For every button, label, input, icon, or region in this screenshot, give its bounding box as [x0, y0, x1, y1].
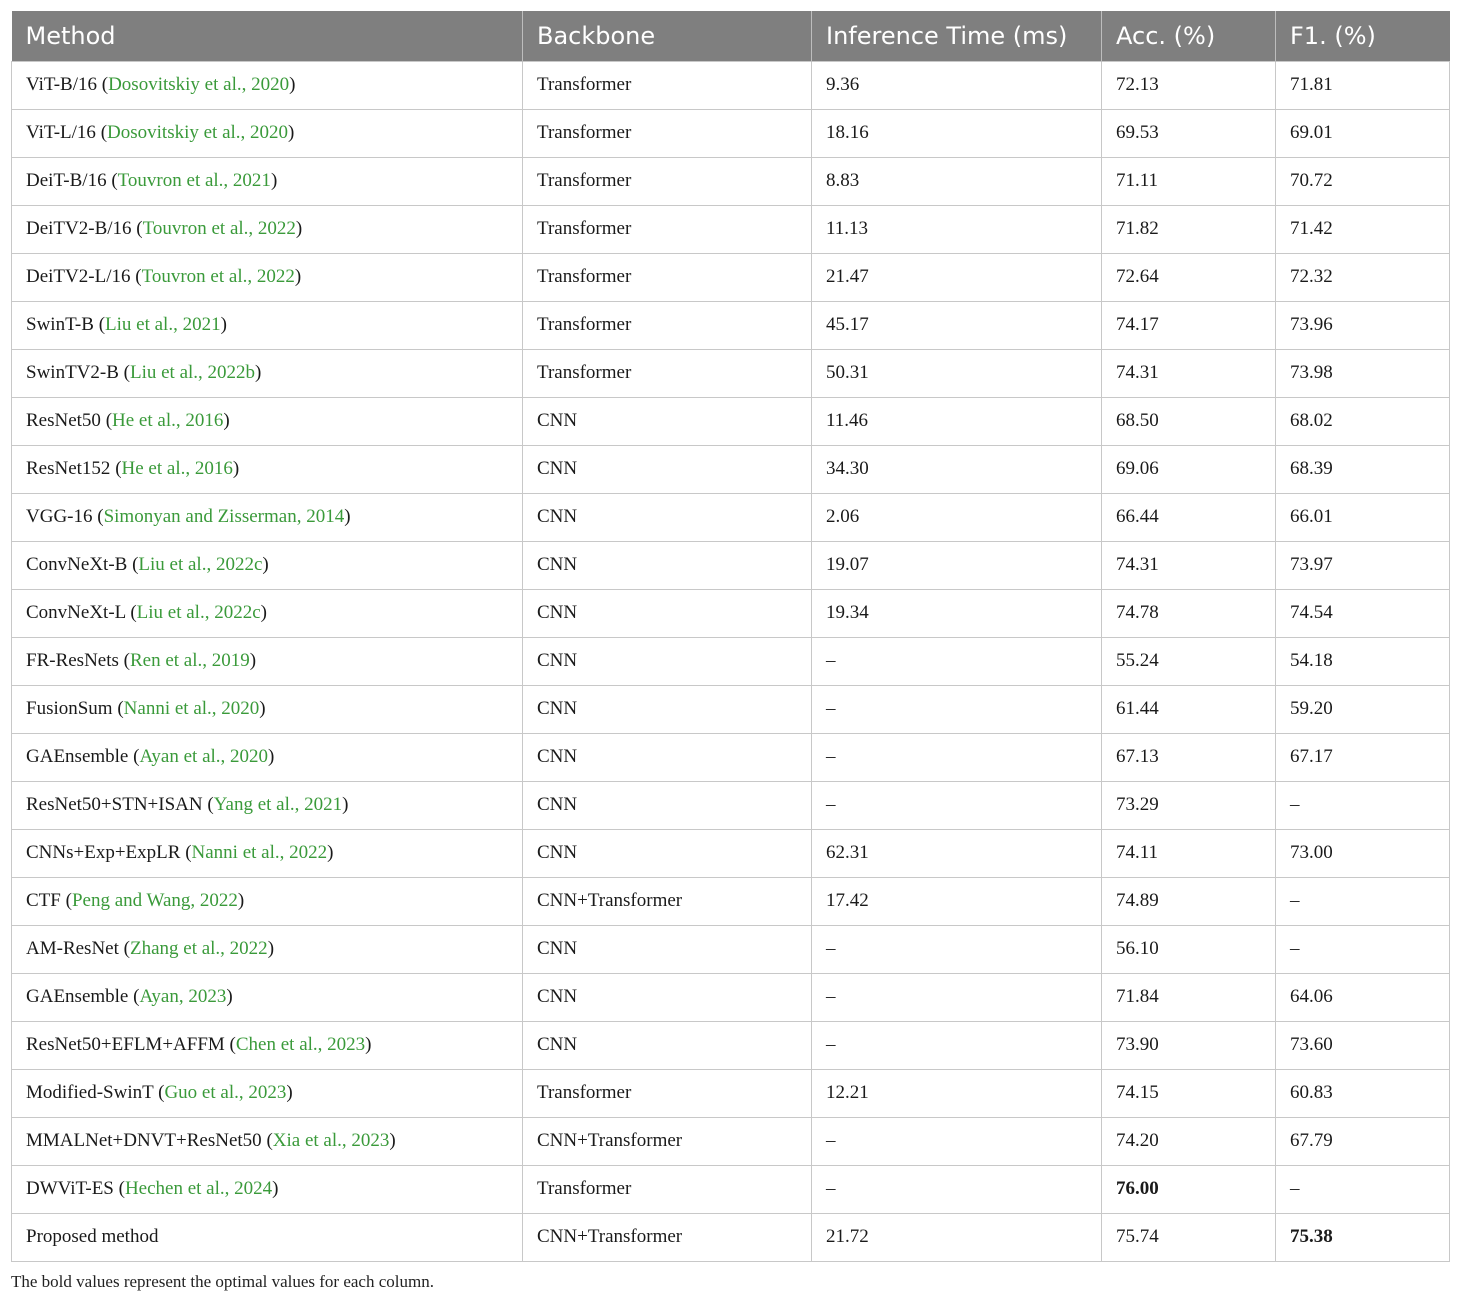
method-name: ConvNeXt-L — [26, 602, 126, 623]
inference-time-cell: 19.07 — [812, 541, 1102, 589]
method-name: ResNet152 — [26, 458, 111, 479]
inference-time-cell: 12.21 — [812, 1069, 1102, 1117]
citation-link[interactable]: Simonyan and Zisserman, 2014 — [103, 506, 345, 527]
citation-link[interactable]: Nanni et al., 2022 — [191, 842, 328, 863]
f1-cell: 75.38 — [1276, 1213, 1450, 1261]
backbone-cell: CNN — [523, 493, 812, 541]
citation-link[interactable]: Liu et al., 2021 — [105, 314, 221, 335]
backbone-cell: CNN — [523, 925, 812, 973]
accuracy-cell: 67.13 — [1102, 733, 1276, 781]
method-name: GAEnsemble — [26, 986, 129, 1007]
table-row — [12, 829, 1450, 877]
citation-link[interactable]: Zhang et al., 2022 — [129, 938, 268, 959]
method-cell: DeiT-B/16 (Touvron et al., 2021) — [12, 157, 523, 205]
citation-link[interactable]: Yang et al., 2021 — [213, 794, 343, 815]
citation-link[interactable]: Xia et al., 2023 — [272, 1130, 390, 1151]
method-cell: CTF (Peng and Wang, 2022) — [12, 877, 523, 925]
method-name: FR-ResNets — [26, 650, 119, 671]
accuracy-cell: 56.10 — [1102, 925, 1276, 973]
method-name: DeiT-B/16 — [26, 170, 107, 191]
method-name: CNNs+Exp+ExpLR — [26, 842, 181, 863]
header-accuracy: Acc. (%) — [1102, 11, 1276, 61]
header-row — [12, 11, 1450, 61]
citation-link[interactable]: Ayan, 2023 — [139, 986, 227, 1007]
f1-cell: 67.17 — [1276, 733, 1450, 781]
backbone-cell: Transformer — [523, 301, 812, 349]
inference-time-cell: 11.13 — [812, 205, 1102, 253]
f1-cell: 69.01 — [1276, 109, 1450, 157]
method-name: MMALNet+DNVT+ResNet50 — [26, 1130, 262, 1151]
backbone-cell: CNN — [523, 1021, 812, 1069]
citation-link[interactable]: Liu et al., 2022c — [138, 554, 263, 575]
f1-cell: 73.97 — [1276, 541, 1450, 589]
inference-time-cell: – — [812, 781, 1102, 829]
inference-time-cell: – — [812, 1021, 1102, 1069]
method-cell: DeiTV2-L/16 (Touvron et al., 2022) — [12, 253, 523, 301]
accuracy-cell: 74.20 — [1102, 1117, 1276, 1165]
table-row — [12, 205, 1450, 253]
method-cell: Modified-SwinT (Guo et al., 2023) — [12, 1069, 523, 1117]
method-name: ResNet50+STN+ISAN — [26, 794, 203, 815]
f1-cell: 68.39 — [1276, 445, 1450, 493]
table-row — [12, 109, 1450, 157]
accuracy-cell: 61.44 — [1102, 685, 1276, 733]
inference-time-cell: 50.31 — [812, 349, 1102, 397]
backbone-cell: Transformer — [523, 1069, 812, 1117]
inference-time-cell: 11.46 — [812, 397, 1102, 445]
method-cell: ResNet50+STN+ISAN (Yang et al., 2021) — [12, 781, 523, 829]
table-row — [12, 253, 1450, 301]
method-cell: DWViT-ES (Hechen et al., 2024) — [12, 1165, 523, 1213]
inference-time-cell: – — [812, 973, 1102, 1021]
method-name: AM-ResNet — [26, 938, 119, 959]
inference-time-cell: 8.83 — [812, 157, 1102, 205]
method-cell: FR-ResNets (Ren et al., 2019) — [12, 637, 523, 685]
f1-cell: 64.06 — [1276, 973, 1450, 1021]
backbone-cell: CNN — [523, 781, 812, 829]
method-name: ConvNeXt-B — [26, 554, 128, 575]
header-f1: F1. (%) — [1276, 11, 1450, 61]
inference-time-cell: 2.06 — [812, 493, 1102, 541]
backbone-cell: Transformer — [523, 109, 812, 157]
backbone-cell: CNN — [523, 973, 812, 1021]
citation-link[interactable]: Dosovitskiy et al., 2020 — [108, 74, 290, 95]
inference-time-cell: – — [812, 1165, 1102, 1213]
table-row — [12, 349, 1450, 397]
table-row — [12, 301, 1450, 349]
f1-cell: – — [1276, 877, 1450, 925]
table-row — [12, 973, 1450, 1021]
table-row — [12, 1165, 1450, 1213]
method-cell: AM-ResNet (Zhang et al., 2022) — [12, 925, 523, 973]
table-footnote: The bold values represent the optimal values for each column. — [11, 1272, 434, 1291]
citation-link[interactable]: Touvron et al., 2022 — [142, 218, 296, 239]
table-row — [12, 781, 1450, 829]
citation-link[interactable]: Ren et al., 2019 — [129, 650, 250, 671]
method-name: ViT-B/16 — [26, 74, 97, 95]
method-cell: GAEnsemble (Ayan, 2023) — [12, 973, 523, 1021]
method-name: CTF — [26, 890, 61, 911]
table-row — [12, 397, 1450, 445]
method-name: GAEnsemble — [26, 746, 129, 767]
f1-cell: – — [1276, 781, 1450, 829]
inference-time-cell: 17.42 — [812, 877, 1102, 925]
inference-time-cell: 21.47 — [812, 253, 1102, 301]
accuracy-cell: 74.78 — [1102, 589, 1276, 637]
method-cell: ResNet152 (He et al., 2016) — [12, 445, 523, 493]
inference-time-cell: 9.36 — [812, 61, 1102, 109]
method-cell: SwinT-B (Liu et al., 2021) — [12, 301, 523, 349]
f1-cell: 73.60 — [1276, 1021, 1450, 1069]
accuracy-cell: 71.82 — [1102, 205, 1276, 253]
method-cell: VGG-16 (Simonyan and Zisserman, 2014) — [12, 493, 523, 541]
table-row — [12, 637, 1450, 685]
backbone-cell: CNN — [523, 589, 812, 637]
method-name: DeiTV2-L/16 — [26, 266, 131, 287]
accuracy-cell: 74.31 — [1102, 541, 1276, 589]
table-row — [12, 493, 1450, 541]
f1-cell: 71.42 — [1276, 205, 1450, 253]
table-row — [12, 1213, 1450, 1261]
citation-link[interactable]: Hechen et al., 2024 — [124, 1178, 273, 1199]
f1-cell: 54.18 — [1276, 637, 1450, 685]
method-name: ResNet50+EFLM+AFFM — [26, 1034, 225, 1055]
citation-link[interactable]: Touvron et al., 2022 — [141, 266, 295, 287]
f1-cell: 66.01 — [1276, 493, 1450, 541]
method-name: DWViT-ES — [26, 1178, 114, 1199]
accuracy-cell: 76.00 — [1102, 1165, 1276, 1213]
table-row — [12, 1069, 1450, 1117]
method-cell: CNNs+Exp+ExpLR (Nanni et al., 2022) — [12, 829, 523, 877]
backbone-cell: Transformer — [523, 157, 812, 205]
method-name: SwinTV2-B — [26, 362, 119, 383]
backbone-cell: CNN — [523, 829, 812, 877]
citation-link[interactable]: Liu et al., 2022c — [136, 602, 261, 623]
backbone-cell: CNN — [523, 397, 812, 445]
method-name: ViT-L/16 — [26, 122, 96, 143]
citation-link[interactable]: He et al., 2016 — [112, 410, 224, 431]
backbone-cell: CNN — [523, 541, 812, 589]
f1-cell: – — [1276, 1165, 1450, 1213]
f1-cell: 73.96 — [1276, 301, 1450, 349]
accuracy-cell: 71.84 — [1102, 973, 1276, 1021]
backbone-cell: CNN — [523, 733, 812, 781]
f1-cell: 67.79 — [1276, 1117, 1450, 1165]
f1-cell: 74.54 — [1276, 589, 1450, 637]
accuracy-cell: 73.29 — [1102, 781, 1276, 829]
f1-cell: 68.02 — [1276, 397, 1450, 445]
backbone-cell: CNN+Transformer — [523, 877, 812, 925]
table-row — [12, 445, 1450, 493]
backbone-cell: CNN — [523, 445, 812, 493]
inference-time-cell: 45.17 — [812, 301, 1102, 349]
citation-link[interactable]: Touvron et al., 2021 — [117, 170, 271, 191]
method-cell: FusionSum (Nanni et al., 2020) — [12, 685, 523, 733]
f1-cell: 71.81 — [1276, 61, 1450, 109]
f1-cell: 70.72 — [1276, 157, 1450, 205]
table-row — [12, 685, 1450, 733]
table-row — [12, 541, 1450, 589]
inference-time-cell: 34.30 — [812, 445, 1102, 493]
backbone-cell: Transformer — [523, 1165, 812, 1213]
method-cell — [12, 1213, 523, 1261]
citation-link[interactable]: Ayan et al., 2020 — [139, 746, 269, 767]
accuracy-cell: 69.53 — [1102, 109, 1276, 157]
table-row — [12, 877, 1450, 925]
method-cell: GAEnsemble (Ayan et al., 2020) — [12, 733, 523, 781]
header-backbone: Backbone — [523, 11, 812, 61]
citation-link[interactable]: Dosovitskiy et al., 2020 — [107, 122, 289, 143]
inference-time-cell: 18.16 — [812, 109, 1102, 157]
f1-cell: 73.98 — [1276, 349, 1450, 397]
accuracy-cell: 74.11 — [1102, 829, 1276, 877]
accuracy-cell: 71.11 — [1102, 157, 1276, 205]
inference-time-cell: – — [812, 685, 1102, 733]
table-body — [12, 61, 1450, 1261]
inference-time-cell: – — [812, 733, 1102, 781]
accuracy-cell: 55.24 — [1102, 637, 1276, 685]
citation-link[interactable]: Liu et al., 2022b — [129, 362, 256, 383]
accuracy-cell: 75.74 — [1102, 1213, 1276, 1261]
table-row — [12, 1021, 1450, 1069]
method-name: SwinT-B — [26, 314, 94, 335]
f1-cell: – — [1276, 925, 1450, 973]
backbone-cell: Transformer — [523, 253, 812, 301]
table-row — [12, 925, 1450, 973]
backbone-cell: CNN+Transformer — [523, 1213, 812, 1261]
table-row — [12, 61, 1450, 109]
inference-time-cell: 21.72 — [812, 1213, 1102, 1261]
method-name: Modified-SwinT — [26, 1082, 154, 1103]
backbone-cell: Transformer — [523, 205, 812, 253]
accuracy-cell: 69.06 — [1102, 445, 1276, 493]
backbone-cell: Transformer — [523, 61, 812, 109]
accuracy-cell: 72.13 — [1102, 61, 1276, 109]
accuracy-cell: 74.15 — [1102, 1069, 1276, 1117]
accuracy-cell: 74.17 — [1102, 301, 1276, 349]
inference-time-cell: 19.34 — [812, 589, 1102, 637]
method-name: DeiTV2-B/16 — [26, 218, 132, 239]
inference-time-cell: – — [812, 925, 1102, 973]
table-row — [12, 1117, 1450, 1165]
f1-cell: 60.83 — [1276, 1069, 1450, 1117]
results-table-container — [11, 11, 1449, 1262]
f1-cell: 73.00 — [1276, 829, 1450, 877]
method-cell: ViT-B/16 (Dosovitskiy et al., 2020) — [12, 61, 523, 109]
method-name: FusionSum — [26, 698, 113, 719]
method-cell: SwinTV2-B (Liu et al., 2022b) — [12, 349, 523, 397]
method-cell: ViT-L/16 (Dosovitskiy et al., 2020) — [12, 109, 523, 157]
citation-link[interactable]: He et al., 2016 — [121, 458, 233, 479]
citation-link[interactable]: Peng and Wang, 2022 — [71, 890, 238, 911]
inference-time-cell: – — [812, 1117, 1102, 1165]
method-name: Proposed method — [26, 1226, 159, 1247]
accuracy-cell: 66.44 — [1102, 493, 1276, 541]
citation-link[interactable]: Nanni et al., 2020 — [123, 698, 260, 719]
method-cell: ConvNeXt-B (Liu et al., 2022c) — [12, 541, 523, 589]
accuracy-cell: 73.90 — [1102, 1021, 1276, 1069]
backbone-cell: CNN — [523, 637, 812, 685]
citation-link[interactable]: Chen et al., 2023 — [235, 1034, 366, 1055]
method-cell: ResNet50+EFLM+AFFM (Chen et al., 2023) — [12, 1021, 523, 1069]
method-cell: MMALNet+DNVT+ResNet50 (Xia et al., 2023) — [12, 1117, 523, 1165]
table-row — [12, 157, 1450, 205]
inference-time-cell: 62.31 — [812, 829, 1102, 877]
method-cell: DeiTV2-B/16 (Touvron et al., 2022) — [12, 205, 523, 253]
accuracy-cell: 68.50 — [1102, 397, 1276, 445]
table-row — [12, 589, 1450, 637]
f1-cell: 59.20 — [1276, 685, 1450, 733]
inference-time-cell: – — [812, 637, 1102, 685]
method-cell: ResNet50 (He et al., 2016) — [12, 397, 523, 445]
table-row — [12, 733, 1450, 781]
accuracy-cell: 72.64 — [1102, 253, 1276, 301]
results-table — [11, 11, 1450, 1262]
header-method: Method — [12, 11, 523, 61]
f1-cell: 72.32 — [1276, 253, 1450, 301]
method-name: ResNet50 — [26, 410, 101, 431]
backbone-cell: CNN — [523, 685, 812, 733]
method-cell: ConvNeXt-L (Liu et al., 2022c) — [12, 589, 523, 637]
header-inference-time: Inference Time (ms) — [812, 11, 1102, 61]
backbone-cell: Transformer — [523, 349, 812, 397]
citation-link[interactable]: Guo et al., 2023 — [164, 1082, 287, 1103]
backbone-cell: CNN+Transformer — [523, 1117, 812, 1165]
accuracy-cell: 74.89 — [1102, 877, 1276, 925]
method-name: VGG-16 — [26, 506, 93, 527]
accuracy-cell: 74.31 — [1102, 349, 1276, 397]
